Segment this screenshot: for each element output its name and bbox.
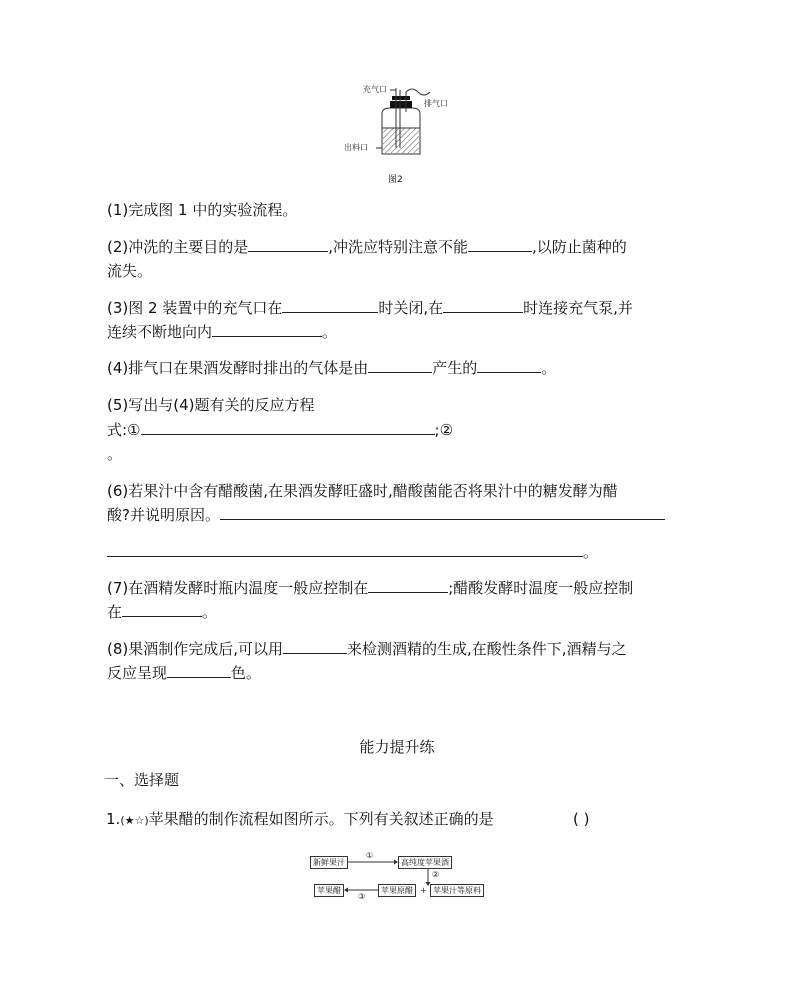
question-6-end: 。 — [107, 541, 598, 563]
answer-blank[interactable] — [368, 357, 432, 373]
answer-blank[interactable] — [477, 357, 541, 373]
answer-blank[interactable] — [107, 541, 583, 557]
question-5-cont: 式:① ;② — [107, 421, 454, 439]
answer-blank[interactable] — [282, 297, 378, 313]
question-3: (3)图 2 装置中的充气口在 时关闭,在 时连接充气泵,并 — [107, 299, 633, 317]
question-4: (4)排气口在果酒发酵时排出的气体是由 产生的 。 — [107, 359, 557, 377]
step-3-label: ③ — [358, 892, 366, 901]
question-6: (6)若果汁中含有醋酸菌,在果酒发酵旺盛时,醋酸菌能否将果汁中的糖发酵为醋 — [107, 482, 618, 500]
choice-question-1: 1.(★☆)苹果醋的制作流程如图所示。下列有关叙述正确的是 — [106, 810, 494, 828]
answer-blank[interactable] — [368, 577, 448, 593]
answer-blank[interactable] — [283, 638, 347, 654]
question-3-cont: 连续不断地向内 。 — [107, 323, 338, 341]
question-8: (8)果酒制作完成后,可以用 来检测酒精的生成,在酸性条件下,酒精与之 — [107, 640, 627, 658]
question-5-end: 。 — [107, 445, 123, 463]
question-7-cont: 在 。 — [107, 603, 218, 621]
outlet-label: 排气口 — [424, 99, 448, 108]
section-subtitle: 一、选择题 — [104, 771, 180, 789]
inlet-label: 充气口 — [363, 85, 387, 94]
question-2-cont: 流失。 — [107, 262, 153, 280]
step-2-label: ② — [432, 870, 440, 879]
difficulty-stars-icon: (★☆) — [120, 814, 149, 827]
question-6-cont: 酸?并说明原因。 — [107, 504, 665, 526]
answer-bracket[interactable]: ( ) — [573, 810, 590, 828]
answer-blank[interactable] — [212, 321, 322, 337]
answer-blank[interactable] — [468, 236, 532, 252]
raw-vinegar-box: 苹果原醋 — [378, 884, 416, 897]
question-5: (5)写出与(4)题有关的反应方程 — [107, 396, 315, 414]
plus-sign: + — [420, 886, 427, 895]
figure-2 — [344, 82, 480, 162]
section-title: 能力提升练 — [359, 738, 435, 756]
question-8-cont: 反应呈现 色。 — [107, 664, 262, 682]
figure-caption: 图2 — [388, 175, 403, 185]
answer-blank[interactable] — [122, 601, 202, 617]
wine-box: 高纯度苹果酒 — [398, 856, 452, 869]
question-7: (7)在酒精发酵时瓶内温度一般应控制在 ;醋酸发酵时温度一般应控制 — [107, 579, 634, 597]
vinegar-box: 苹果醋 — [314, 884, 344, 897]
answer-blank[interactable] — [220, 504, 665, 520]
step-1-label: ① — [366, 851, 374, 860]
question-1: (1)完成图 1 中的实验流程。 — [107, 201, 298, 219]
question-2: (2)冲洗的主要目的是 ,冲洗应特别注意不能 ,以防止菌种的 — [107, 238, 627, 256]
flow-diagram — [306, 850, 496, 902]
answer-blank[interactable] — [443, 297, 523, 313]
answer-blank[interactable] — [248, 236, 328, 252]
answer-blank[interactable] — [167, 662, 231, 678]
discharge-label: 出料口 — [344, 143, 368, 152]
juice-material-box: 苹果汁等原料 — [430, 884, 484, 897]
answer-blank[interactable] — [141, 419, 435, 435]
fresh-juice-box: 新鲜果汁 — [310, 856, 348, 869]
